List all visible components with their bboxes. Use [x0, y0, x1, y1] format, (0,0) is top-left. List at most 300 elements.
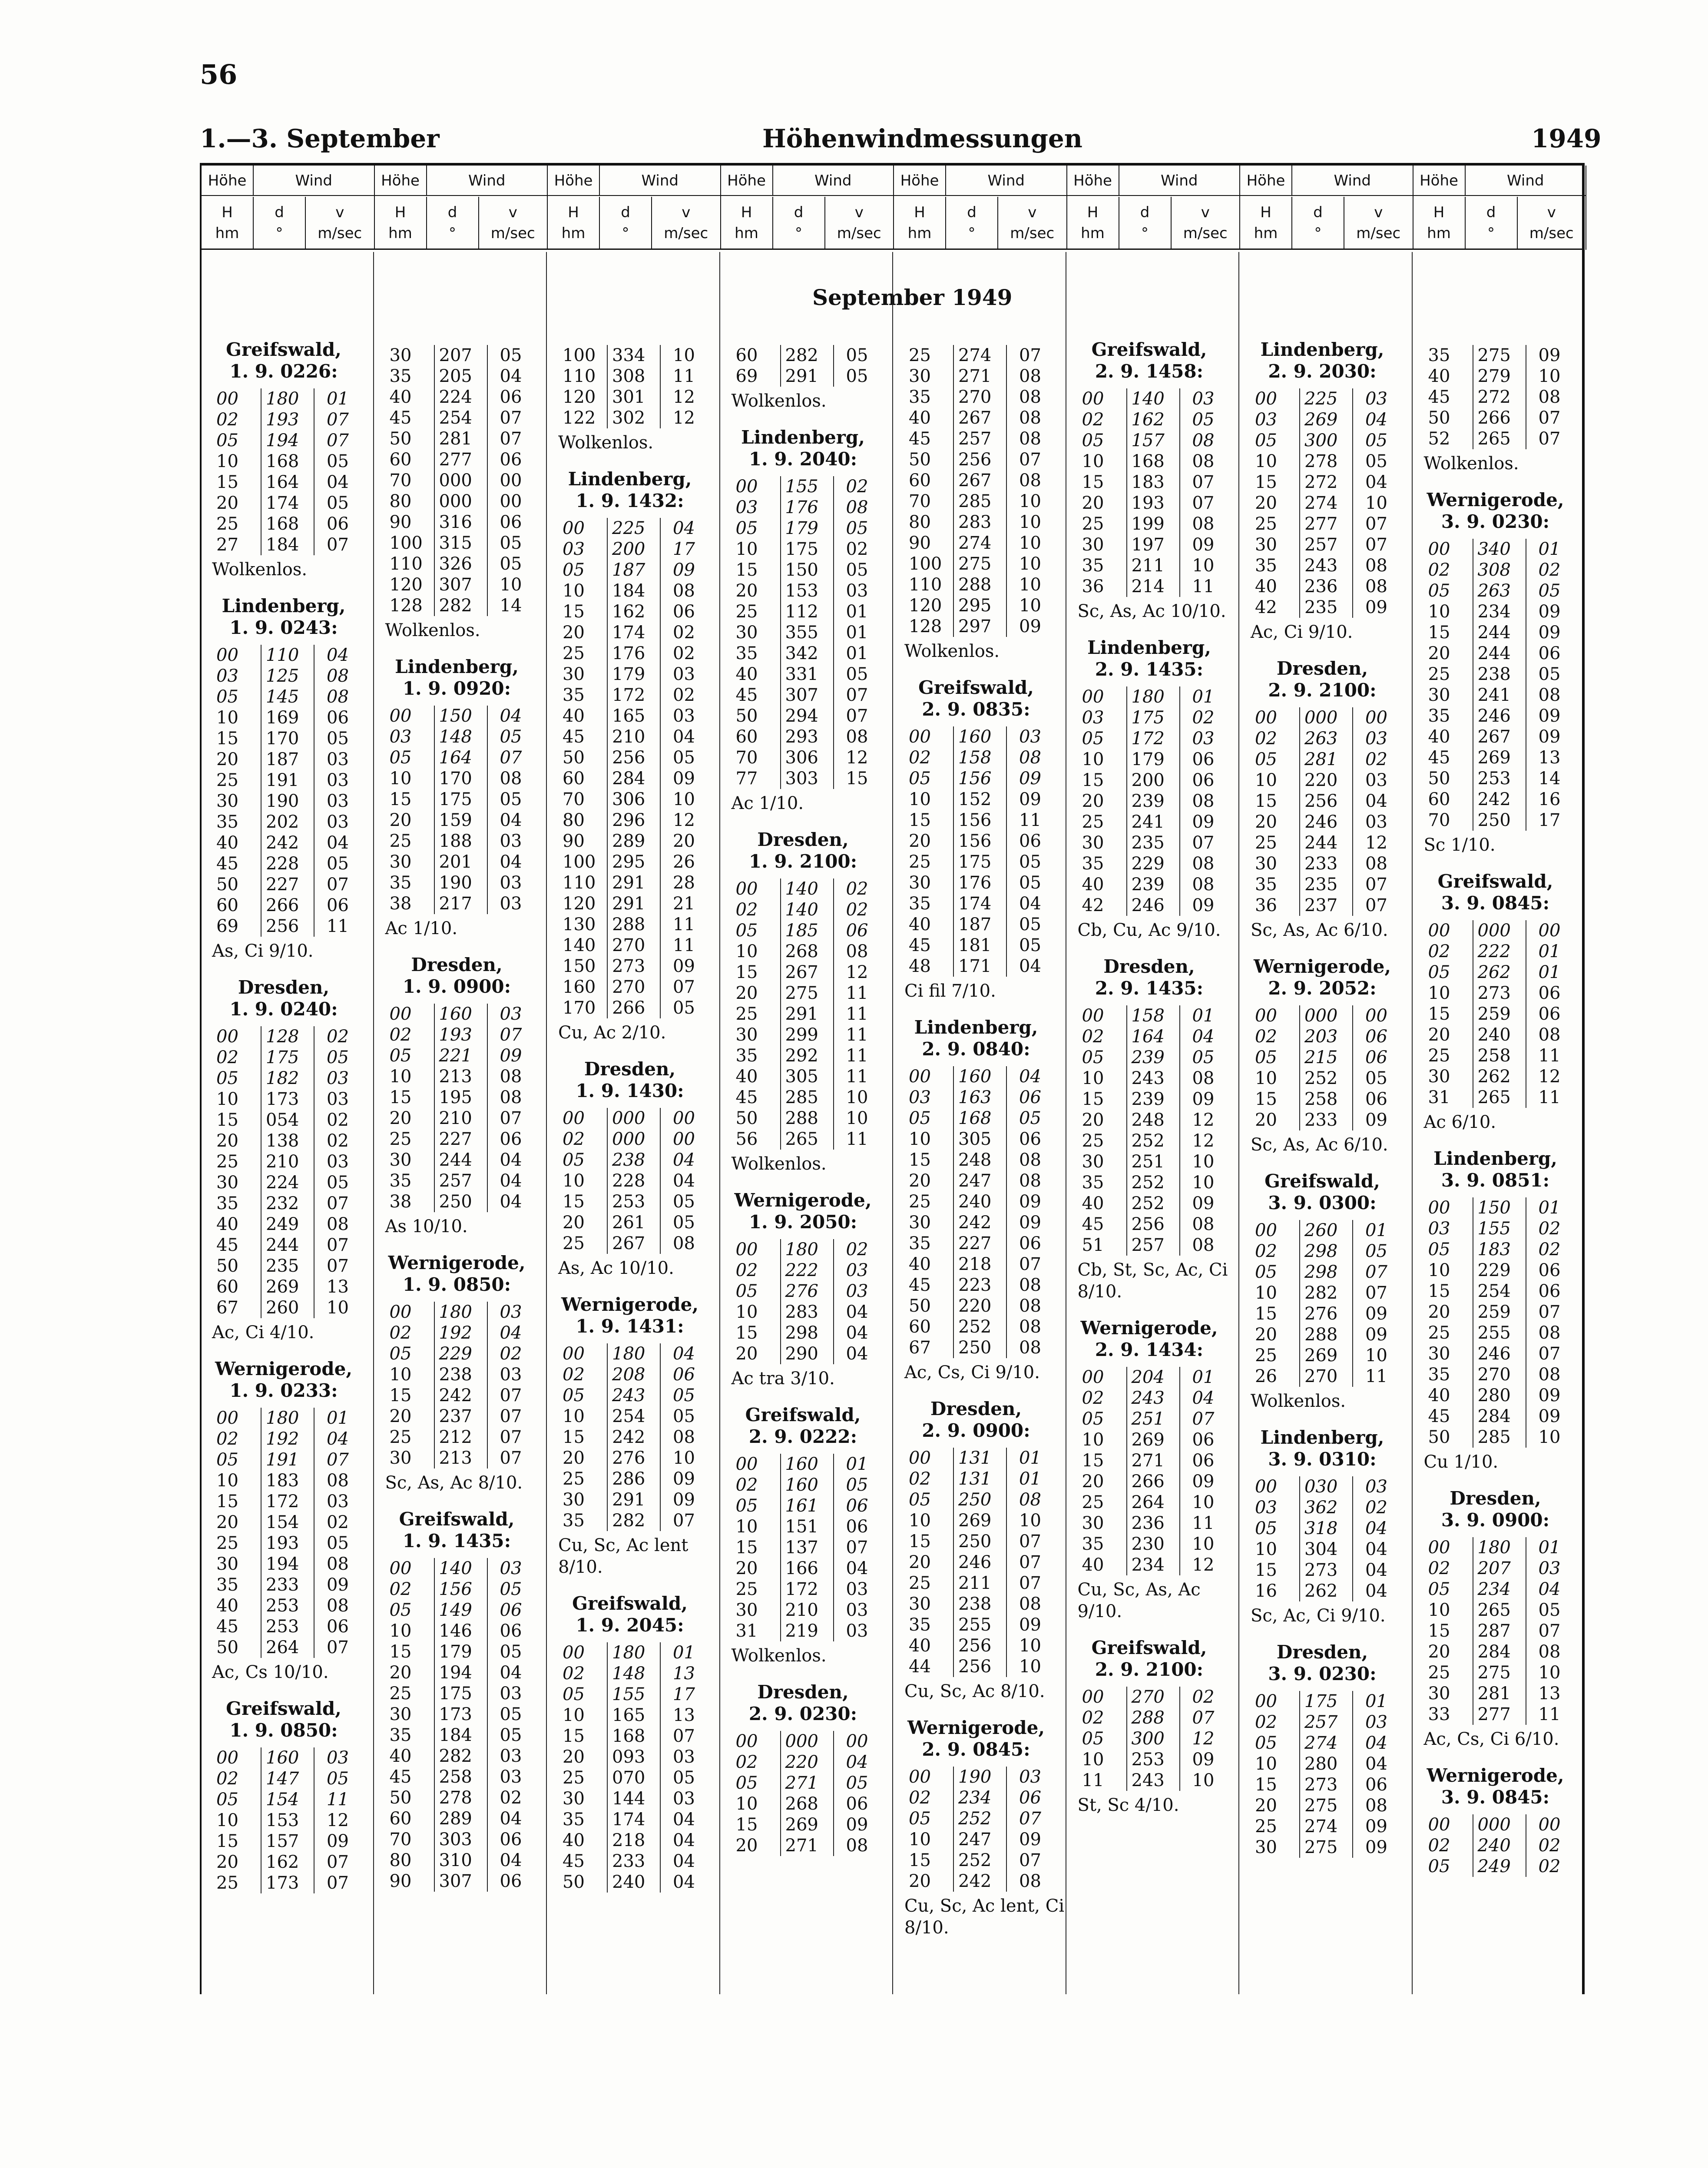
speed-cell: 03: [846, 581, 868, 601]
height-cell: 40: [389, 1746, 412, 1766]
cloud-note: As, Ac 10/10.: [558, 1258, 674, 1278]
table-row: [1078, 1151, 1247, 1172]
height-cell: 02: [1082, 410, 1104, 430]
speed-cell: 04: [1365, 1560, 1387, 1580]
speed-cell: 08: [1019, 366, 1041, 386]
direction-cell: 307: [434, 574, 488, 595]
table-row: [1078, 1492, 1247, 1513]
speed-cell: 04: [500, 1192, 522, 1212]
speed-cell: 03: [846, 1260, 868, 1280]
direction-cell: 244: [261, 1235, 314, 1256]
direction-cell: 258: [434, 1767, 488, 1787]
direction-cell: 180: [780, 1239, 834, 1260]
header-wind: Wind: [1119, 166, 1240, 196]
sounding-block: [385, 954, 555, 1237]
direction-cell: 000: [434, 470, 488, 491]
speed-cell: 01: [1019, 1448, 1041, 1468]
height-cell: 42: [1255, 597, 1277, 617]
cloud-note: Ac 1/10.: [385, 918, 458, 938]
direction-cell: 160: [780, 1475, 834, 1495]
table-row: [1078, 728, 1247, 749]
table-row: [385, 1406, 555, 1427]
table-row: [904, 852, 1074, 872]
height-cell: 00: [1255, 1006, 1277, 1026]
direction-cell: 180: [607, 1642, 661, 1663]
speed-cell: 07: [1019, 1254, 1041, 1274]
direction-cell: 331: [780, 664, 834, 685]
height-cell: 10: [735, 941, 758, 961]
table-row: [1251, 1560, 1420, 1581]
table-row: [1078, 686, 1247, 707]
direction-cell: 282: [780, 345, 834, 366]
direction-cell: 193: [434, 1024, 488, 1045]
speed-cell: 05: [846, 560, 868, 580]
height-cell: 10: [563, 1406, 585, 1426]
speed-cell: 14: [1538, 769, 1561, 789]
wind-rows: [904, 1066, 1074, 1358]
column-separator: [892, 252, 893, 1994]
direction-cell: 000: [1299, 1005, 1353, 1026]
height-cell: 02: [389, 1579, 412, 1599]
speed-cell: 06: [500, 1871, 522, 1891]
table-row: [732, 643, 901, 664]
station-name: Wernigerode, 1. 9. 0233:: [212, 1358, 355, 1402]
table-row: [1424, 1218, 1593, 1239]
table-row: [212, 1214, 381, 1235]
speed-cell: 11: [1538, 1046, 1561, 1066]
direction-cell: 236: [1126, 1513, 1180, 1534]
height-cell: 15: [563, 602, 585, 622]
direction-cell: 248: [1126, 1110, 1180, 1130]
wind-rows: [904, 345, 1074, 637]
wind-rows: [732, 1731, 901, 1856]
direction-cell: 147: [261, 1768, 314, 1789]
table-row: [558, 1872, 728, 1893]
direction-cell: 163: [953, 1087, 1007, 1108]
table-row: [1424, 1302, 1593, 1323]
speed-cell: 09: [673, 1469, 695, 1489]
direction-cell: 197: [1126, 534, 1180, 555]
table-row: [1078, 1707, 1247, 1728]
direction-cell: 235: [261, 1256, 314, 1276]
table-row: [212, 1470, 381, 1491]
cloud-note: Sc, As, Ac 10/10.: [1077, 601, 1226, 621]
height-cell: 50: [216, 1256, 238, 1276]
table-row: [212, 832, 381, 853]
table-row: [212, 472, 381, 493]
direction-cell: 227: [261, 874, 314, 895]
direction-cell: 180: [1126, 686, 1180, 707]
table-row: [385, 852, 555, 872]
height-cell: 00: [909, 1448, 931, 1468]
direction-cell: 302: [607, 408, 661, 428]
station-column: [385, 339, 555, 1906]
speed-cell: 13: [1538, 748, 1561, 768]
height-cell: 10: [1255, 451, 1277, 471]
direction-cell: 282: [434, 1746, 488, 1767]
direction-cell: 269: [953, 1510, 1007, 1531]
height-cell: 02: [389, 1323, 412, 1343]
speed-cell: 05: [327, 1048, 349, 1067]
table-row: [212, 1047, 381, 1068]
direction-cell: 250: [434, 1191, 488, 1212]
height-cell: 50: [1428, 769, 1450, 789]
height-cell: 00: [389, 1558, 412, 1578]
speed-cell: 04: [500, 1850, 522, 1870]
speed-cell: 11: [1019, 810, 1041, 830]
direction-cell: 265: [780, 1129, 834, 1150]
table-row: [904, 387, 1074, 408]
speed-cell: 05: [327, 1173, 349, 1193]
direction-cell: 260: [1299, 1220, 1353, 1241]
height-cell: 60: [735, 345, 758, 365]
height-cell: 05: [1428, 962, 1450, 982]
height-cell: 25: [735, 1004, 758, 1024]
speed-cell: 07: [1538, 1344, 1561, 1364]
speed-cell: 08: [327, 1471, 349, 1491]
direction-cell: 188: [434, 831, 488, 852]
table-row: [1251, 1324, 1420, 1345]
direction-cell: 275: [780, 983, 834, 1004]
header-direction-unit: d °: [1119, 197, 1172, 250]
speed-cell: 04: [500, 1171, 522, 1191]
direction-cell: 308: [1473, 560, 1526, 580]
direction-cell: 160: [953, 1066, 1007, 1087]
height-cell: 00: [389, 1302, 412, 1322]
table-row: [1424, 1004, 1593, 1024]
height-cell: 20: [1428, 643, 1450, 663]
table-row: [212, 666, 381, 686]
height-cell: 27: [216, 535, 238, 555]
speed-cell: 08: [500, 1087, 522, 1107]
station-name: Dresden, 1. 9. 2100:: [732, 829, 875, 872]
height-cell: 60: [389, 1809, 412, 1829]
table-row: [1251, 874, 1420, 895]
speed-cell: 07: [500, 408, 522, 428]
height-cell: 30: [1082, 833, 1104, 853]
height-cell: 00: [735, 1731, 758, 1751]
header-wind: Wind: [254, 166, 374, 196]
speed-cell: 07: [1365, 514, 1387, 534]
height-cell: 128: [389, 596, 423, 616]
speed-cell: 02: [673, 685, 695, 705]
speed-cell: 00: [846, 1731, 868, 1751]
direction-cell: 203: [1299, 1026, 1353, 1047]
speed-cell: 12: [1192, 1131, 1215, 1151]
table-row: [904, 914, 1074, 935]
sounding-block: [1078, 956, 1247, 1303]
column-header-group: [894, 166, 1067, 250]
sounding-block: [1251, 1641, 1420, 1858]
table-row: [212, 1256, 381, 1276]
height-cell: 00: [563, 1344, 585, 1364]
speed-cell: 07: [1019, 450, 1041, 470]
table-row: [1251, 1712, 1420, 1733]
table-row: [1251, 895, 1420, 916]
direction-cell: 179: [1126, 749, 1180, 770]
table-row: [1251, 1026, 1420, 1047]
height-cell: 35: [909, 894, 931, 914]
table-row: [1424, 1579, 1593, 1600]
speed-cell: 07: [327, 431, 349, 451]
height-cell: 15: [216, 729, 238, 749]
table-row: [1251, 1110, 1420, 1130]
table-row: [1078, 749, 1247, 770]
direction-cell: 155: [1473, 1218, 1526, 1239]
table-row: [558, 1427, 728, 1448]
table-row: [212, 1575, 381, 1595]
table-row: [1251, 1303, 1420, 1324]
table-row: [732, 1024, 901, 1045]
table-row: [1424, 560, 1593, 580]
height-cell: 40: [1082, 1555, 1104, 1575]
cloud-note: Wolkenlos.: [731, 391, 827, 411]
direction-cell: 156: [953, 831, 1007, 852]
speed-cell: 03: [1365, 770, 1387, 790]
speed-cell: 13: [1538, 1684, 1561, 1704]
section-title: September 1949: [812, 285, 1013, 310]
speed-cell: 09: [673, 769, 695, 789]
speed-cell: 07: [1538, 408, 1561, 428]
height-cell: 45: [909, 935, 931, 955]
station-name: Wernigerode, 3. 9. 0845:: [1424, 1765, 1567, 1808]
direction-cell: 182: [261, 1068, 314, 1089]
column-separator: [546, 252, 547, 1994]
table-row: [904, 1448, 1074, 1469]
table-row: [732, 1045, 901, 1066]
speed-cell: 05: [500, 789, 522, 809]
height-cell: 00: [216, 1748, 238, 1768]
table-row: [732, 1537, 901, 1558]
sounding-block: [1424, 1488, 1593, 1750]
direction-cell: 179: [607, 664, 661, 685]
table-row: [904, 768, 1074, 789]
direction-cell: 175: [780, 539, 834, 560]
table-row: [558, 726, 728, 747]
height-cell: 40: [909, 1636, 931, 1656]
table-row: [1424, 408, 1593, 428]
table-row: [1078, 430, 1247, 451]
speed-cell: 10: [1019, 1657, 1041, 1677]
cloud-note: Sc, As, Ac 6/10.: [1251, 920, 1388, 940]
direction-cell: 234: [1473, 1579, 1526, 1600]
direction-cell: 266: [1473, 408, 1526, 428]
speed-cell: 07: [1019, 1809, 1041, 1829]
height-cell: 30: [563, 664, 585, 684]
table-row: [558, 408, 728, 428]
speed-cell: 07: [673, 1511, 695, 1531]
table-row: [558, 1851, 728, 1872]
column-header-group: [548, 166, 721, 250]
speed-cell: 06: [1192, 749, 1215, 769]
table-row: [385, 428, 555, 449]
table-row: [1078, 472, 1247, 493]
table-row: [1251, 1047, 1420, 1068]
table-row: [1078, 707, 1247, 728]
height-cell: 10: [909, 789, 931, 809]
observation-time: 1. 9. 0240:: [229, 998, 338, 1020]
height-cell: 67: [909, 1338, 931, 1358]
height-cell: 35: [1082, 1173, 1104, 1193]
table-row: [385, 1621, 555, 1641]
table-row: [1251, 493, 1420, 514]
table-row: [385, 1385, 555, 1406]
table-row: [558, 1788, 728, 1809]
direction-cell: 267: [1473, 726, 1526, 747]
height-cell: 50: [389, 429, 412, 449]
height-cell: 30: [389, 1704, 412, 1724]
observation-time: 3. 9. 0310:: [1268, 1449, 1377, 1470]
speed-cell: 05: [1192, 410, 1215, 430]
height-cell: 10: [389, 769, 412, 789]
direction-cell: 194: [434, 1662, 488, 1683]
speed-cell: 10: [1019, 575, 1041, 595]
height-cell: 25: [563, 643, 585, 663]
direction-cell: 275: [1299, 1795, 1353, 1816]
speed-cell: 06: [1019, 831, 1041, 851]
speed-cell: 05: [500, 533, 522, 553]
speed-cell: 09: [1538, 345, 1561, 365]
speed-cell: 02: [673, 623, 695, 643]
speed-cell: 06: [1019, 1129, 1041, 1149]
speed-cell: 06: [327, 895, 349, 915]
speed-cell: 02: [500, 1344, 522, 1364]
sounding-block: [1251, 1427, 1420, 1627]
table-row: [904, 1212, 1074, 1233]
header-date-range: 1.—3. September: [200, 124, 440, 153]
direction-cell: 288: [607, 914, 661, 935]
direction-cell: 282: [607, 1510, 661, 1531]
speed-cell: 03: [327, 1492, 349, 1512]
cloud-note: Sc 1/10.: [1423, 835, 1496, 855]
height-cell: 20: [216, 493, 238, 513]
height-cell: 15: [563, 1726, 585, 1746]
height-cell: 00: [216, 645, 238, 665]
table-row: [212, 1554, 381, 1575]
table-row: [1251, 1733, 1420, 1754]
height-cell: 25: [1082, 812, 1104, 832]
sounding-block: [1078, 1317, 1247, 1622]
speed-cell: 15: [846, 769, 868, 789]
height-cell: 40: [216, 1214, 238, 1234]
speed-cell: 07: [327, 1638, 349, 1657]
speed-cell: 09: [1365, 1817, 1387, 1837]
height-cell: 100: [563, 345, 596, 365]
table-row: [212, 1831, 381, 1852]
height-cell: 10: [1255, 1068, 1277, 1088]
table-row: [385, 1364, 555, 1385]
height-cell: 00: [216, 1027, 238, 1047]
table-row: [904, 893, 1074, 914]
speed-cell: 02: [846, 477, 868, 497]
height-cell: 02: [1255, 1027, 1277, 1047]
wind-rows: [558, 518, 728, 1018]
speed-cell: 10: [1019, 1511, 1041, 1531]
height-cell: 10: [563, 1171, 585, 1191]
table-row: [558, 1469, 728, 1489]
direction-cell: 191: [261, 770, 314, 791]
table-row: [385, 1170, 555, 1191]
table-row: [1424, 1814, 1593, 1835]
table-row: [1251, 1262, 1420, 1283]
direction-cell: 162: [1126, 409, 1180, 430]
height-cell: 03: [909, 1087, 931, 1107]
table-row: [1424, 1087, 1593, 1108]
wind-rows: [732, 1239, 901, 1364]
height-cell: 02: [1255, 1712, 1277, 1732]
observation-time: 1. 9. 0233:: [229, 1380, 338, 1401]
direction-cell: 172: [607, 685, 661, 706]
speed-cell: 08: [1365, 577, 1387, 597]
height-cell: 35: [1255, 556, 1277, 576]
table-row: [558, 1108, 728, 1129]
station-name: Lindenberg, 2. 9. 2030:: [1251, 339, 1394, 382]
height-cell: 25: [1255, 514, 1277, 534]
table-row: [904, 428, 1074, 449]
direction-cell: 276: [607, 1448, 661, 1469]
height-cell: 45: [1428, 748, 1450, 768]
height-cell: 70: [735, 748, 758, 768]
speed-cell: 07: [327, 1256, 349, 1276]
table-row: [904, 1191, 1074, 1212]
speed-cell: 03: [673, 664, 695, 684]
sounding-block: [1424, 345, 1593, 474]
direction-cell: 160: [434, 1004, 488, 1024]
height-cell: 03: [1255, 410, 1277, 430]
observation-time: 1. 9. 1431:: [576, 1316, 684, 1337]
speed-cell: 06: [846, 921, 868, 941]
speed-cell: 09: [1192, 1193, 1215, 1213]
height-cell: 05: [389, 1046, 412, 1066]
table-row: [904, 789, 1074, 810]
observation-time: 2. 9. 1435:: [1095, 659, 1204, 680]
speed-cell: 09: [1365, 597, 1387, 617]
speed-cell: 02: [500, 1788, 522, 1808]
station-name: Greifswald, 2. 9. 0835:: [904, 677, 1048, 720]
table-row: [732, 706, 901, 726]
height-cell: 20: [389, 1406, 412, 1426]
direction-cell: 224: [261, 1172, 314, 1193]
direction-cell: 180: [261, 1408, 314, 1429]
speed-cell: 02: [1192, 1687, 1215, 1707]
speed-cell: 11: [846, 1025, 868, 1045]
height-cell: 20: [1255, 1110, 1277, 1130]
speed-cell: 08: [1019, 1338, 1041, 1358]
table-row: [732, 1260, 901, 1281]
height-cell: 50: [735, 706, 758, 726]
speed-cell: 08: [1365, 1796, 1387, 1816]
height-cell: 00: [1082, 389, 1104, 409]
direction-cell: 285: [780, 1087, 834, 1108]
direction-cell: 171: [953, 956, 1007, 977]
table-row: [558, 622, 728, 643]
table-row: [732, 1004, 901, 1024]
speed-cell: 10: [1538, 366, 1561, 386]
height-cell: 00: [1082, 687, 1104, 707]
height-cell: 30: [909, 366, 931, 386]
direction-cell: 237: [434, 1406, 488, 1427]
speed-cell: 11: [1538, 1704, 1561, 1724]
column-header-group: [202, 166, 375, 250]
table-row: [1424, 345, 1593, 366]
speed-cell: 08: [1538, 1323, 1561, 1343]
table-row: [1251, 1795, 1420, 1816]
table-row: [385, 1662, 555, 1683]
speed-cell: 02: [327, 1512, 349, 1532]
table-row: [558, 1170, 728, 1191]
direction-cell: 183: [1126, 472, 1180, 493]
speed-cell: 11: [673, 935, 695, 955]
